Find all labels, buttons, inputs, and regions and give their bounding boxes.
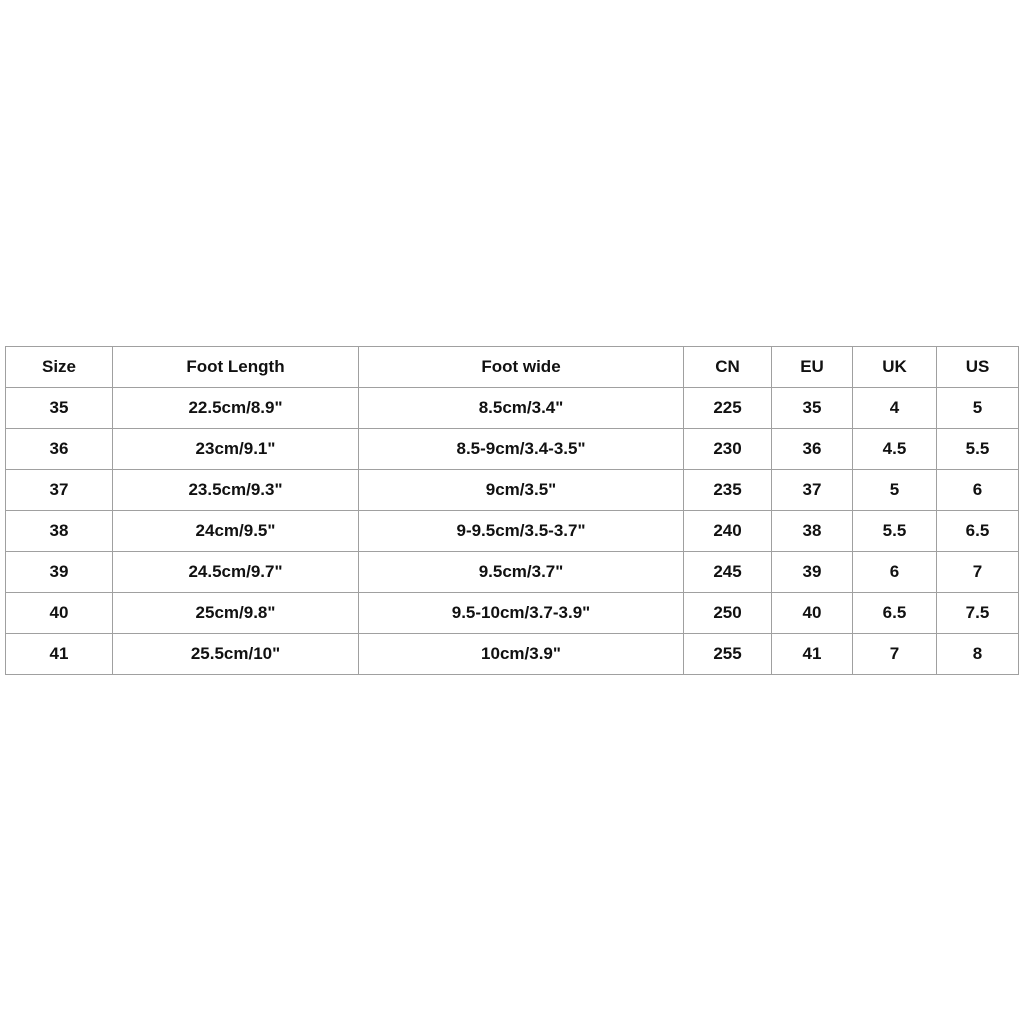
cell-cn: 250 xyxy=(684,593,772,634)
cell-size: 36 xyxy=(6,429,113,470)
cell-eu: 41 xyxy=(772,634,853,675)
cell-us: 5.5 xyxy=(937,429,1019,470)
cell-eu: 38 xyxy=(772,511,853,552)
cell-foot-wide: 9.5cm/3.7" xyxy=(359,552,684,593)
size-chart-table xyxy=(5,346,1019,675)
cell-foot-wide: 10cm/3.9" xyxy=(359,634,684,675)
header-foot-wide: Foot wide xyxy=(359,347,684,388)
cell-size: 40 xyxy=(6,593,113,634)
cell-uk: 6 xyxy=(853,552,937,593)
cell-uk: 5 xyxy=(853,470,937,511)
header-cn: CN xyxy=(684,347,772,388)
cell-foot-length: 24cm/9.5" xyxy=(113,511,359,552)
cell-us: 6 xyxy=(937,470,1019,511)
table-row xyxy=(6,593,1019,634)
cell-foot-length: 24.5cm/9.7" xyxy=(113,552,359,593)
cell-size: 35 xyxy=(6,388,113,429)
header-foot-length: Foot Length xyxy=(113,347,359,388)
cell-uk: 7 xyxy=(853,634,937,675)
header-uk: UK xyxy=(853,347,937,388)
cell-uk: 4.5 xyxy=(853,429,937,470)
cell-size: 39 xyxy=(6,552,113,593)
cell-eu: 40 xyxy=(772,593,853,634)
cell-cn: 235 xyxy=(684,470,772,511)
cell-uk: 4 xyxy=(853,388,937,429)
table-row xyxy=(6,470,1019,511)
table-row xyxy=(6,634,1019,675)
cell-eu: 36 xyxy=(772,429,853,470)
table-row xyxy=(6,552,1019,593)
cell-us: 8 xyxy=(937,634,1019,675)
cell-size: 41 xyxy=(6,634,113,675)
cell-size: 38 xyxy=(6,511,113,552)
cell-foot-length: 22.5cm/8.9" xyxy=(113,388,359,429)
cell-size: 37 xyxy=(6,470,113,511)
cell-foot-wide: 9-9.5cm/3.5-3.7" xyxy=(359,511,684,552)
cell-eu: 39 xyxy=(772,552,853,593)
cell-us: 5 xyxy=(937,388,1019,429)
cell-uk: 6.5 xyxy=(853,593,937,634)
cell-foot-wide: 8.5-9cm/3.4-3.5" xyxy=(359,429,684,470)
cell-foot-length: 23cm/9.1" xyxy=(113,429,359,470)
cell-cn: 255 xyxy=(684,634,772,675)
cell-foot-wide: 9.5-10cm/3.7-3.9" xyxy=(359,593,684,634)
cell-foot-wide: 8.5cm/3.4" xyxy=(359,388,684,429)
cell-uk: 5.5 xyxy=(853,511,937,552)
cell-eu: 35 xyxy=(772,388,853,429)
cell-foot-length: 23.5cm/9.3" xyxy=(113,470,359,511)
cell-cn: 225 xyxy=(684,388,772,429)
cell-foot-length: 25cm/9.8" xyxy=(113,593,359,634)
cell-us: 7.5 xyxy=(937,593,1019,634)
cell-eu: 37 xyxy=(772,470,853,511)
header-us: US xyxy=(937,347,1019,388)
table-row xyxy=(6,511,1019,552)
cell-foot-wide: 9cm/3.5" xyxy=(359,470,684,511)
header-size: Size xyxy=(6,347,113,388)
table-row xyxy=(6,388,1019,429)
cell-cn: 240 xyxy=(684,511,772,552)
cell-us: 7 xyxy=(937,552,1019,593)
cell-us: 6.5 xyxy=(937,511,1019,552)
table-row xyxy=(6,429,1019,470)
cell-cn: 245 xyxy=(684,552,772,593)
cell-foot-length: 25.5cm/10" xyxy=(113,634,359,675)
header-row xyxy=(6,347,1019,388)
cell-cn: 230 xyxy=(684,429,772,470)
header-eu: EU xyxy=(772,347,853,388)
